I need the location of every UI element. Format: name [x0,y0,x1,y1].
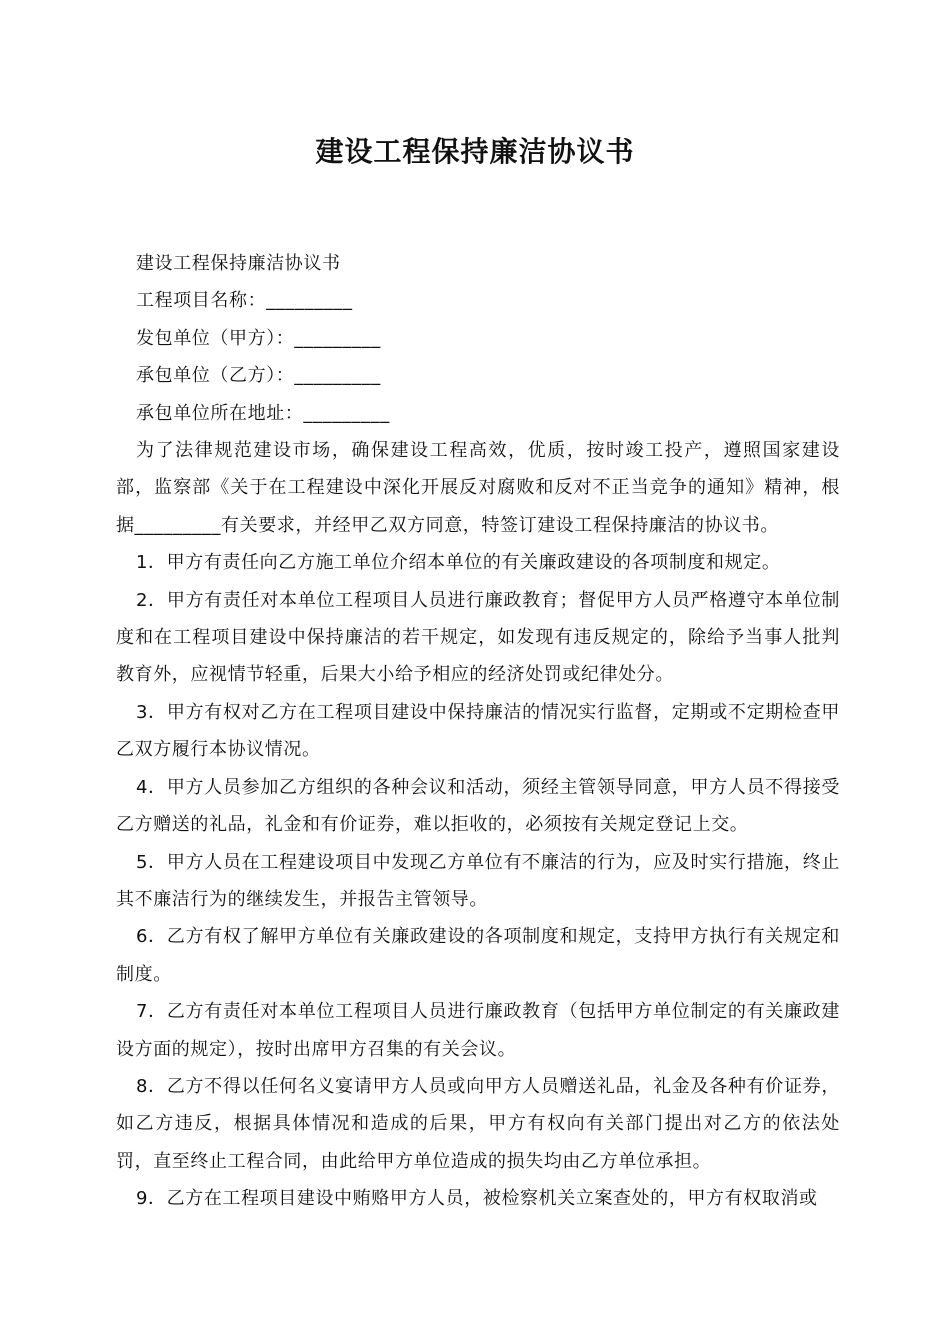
clause-5: 5．甲方人员在工程建设项目中发现乙方单位有不廉洁的行为，应及时实行措施，终止其不廉洁行为的继续发生，并报告主管领导。 [116,851,840,910]
clause-9: 9．乙方在工程项目建设中贿赂甲方人员，被检察机关立案查处的，甲方有权取消或 [136,1188,818,1210]
party-b-field: 承包单位（乙方）：_________ [136,365,381,387]
preamble-paragraph: 为了法律规范建设市场，确保建设工程高效，优质，按时竣工投产，遵照国家建设部，监察部《关于在工程建设中深化开展反对腐败和反对不正当竞争的通知》精神，根据_________有关要求，并经甲乙双方同意，特签订建设工程保持廉洁的协议书。 [116,440,840,536]
clause-8: 8．乙方不得以任何名义宴请甲方人员或向甲方人员赠送礼品，礼金及各种有价证券，如乙方违反，根据具体情况和造成的后果，甲方有权向有关部门提出对乙方的依法处罚，直至终止工程合同，由此给甲方单位造成的损失均由乙方单位承担。 [116,1075,840,1172]
project-name-field: 工程项目名称：_________ [136,290,353,312]
subtitle-line: 建设工程保持廉洁协议书 [136,253,341,274]
clause-7: 7．乙方有责任对本单位工程项目人员进行廉政教育（包括甲方单位制定的有关廉政建设方面的规定），按时出席甲方召集的有关会议。 [116,1001,840,1060]
clause-1: 1．甲方有责任向乙方施工单位介绍本单位的有关廉政建设的各项制度和规定。 [136,552,781,574]
clause-4: 4．甲方人员参加乙方组织的各种会议和活动，须经主管领导同意，甲方人员不得接受乙方赠送的礼品，礼金和有价证券，难以拒收的，必须按有关规定登记上交。 [116,776,840,836]
clause-6: 6．乙方有权了解甲方单位有关廉政建设的各项制度和规定，支持甲方执行有关规定和制度。 [116,926,840,985]
document-title: 建设工程保持廉洁协议书 [315,135,635,168]
party-b-address-field: 承包单位所在地址：_________ [136,402,390,424]
clause-3: 3．甲方有权对乙方在工程项目建设中保持廉洁的情况实行监督，定期或不定期检查甲乙双方履行本协议情况。 [116,701,840,761]
document-body [116,245,840,1218]
party-a-field: 发包单位（甲方）：_________ [136,327,381,349]
clause-2: 2．甲方有责任对本单位工程项目人员进行廉政教育；督促甲方人员严格遵守本单位制度和在工程项目建设中保持廉洁的若干规定，如发现有违反规定的，除给予当事人批判教育外，应视情节轻重，后果大小给予相应的经济处罚或纪律处分。 [116,589,840,686]
